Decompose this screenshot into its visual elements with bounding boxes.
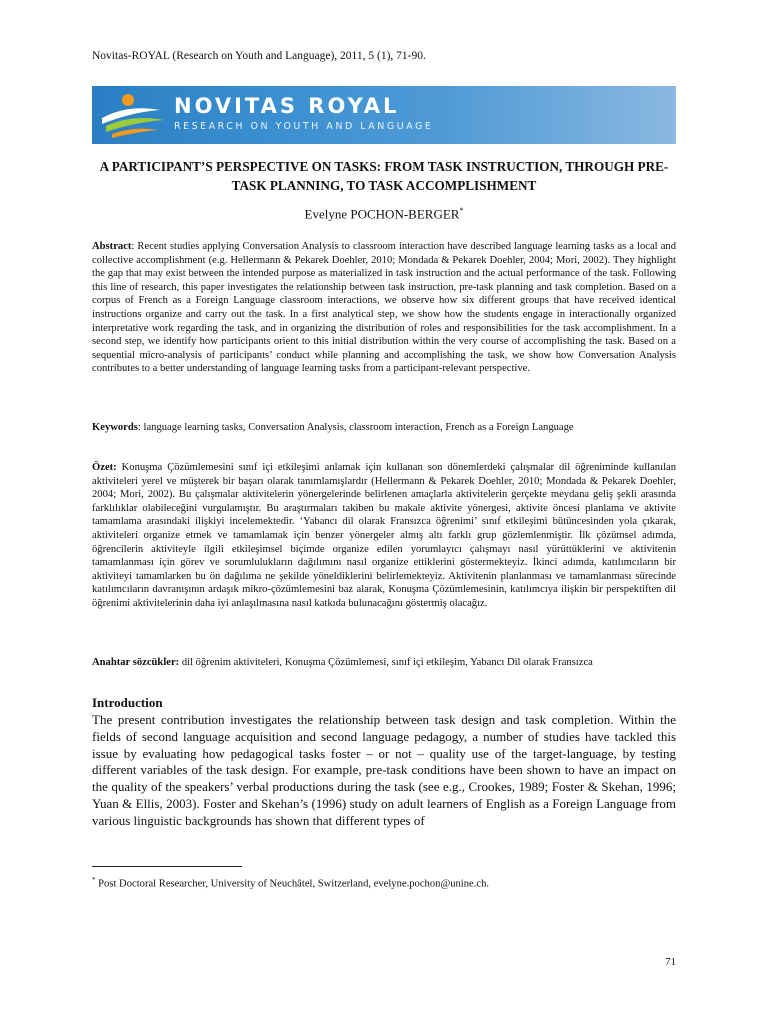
running-head: Novitas-ROYAL (Research on Youth and Language), 2011, 5 (1), 71-90. (92, 50, 426, 62)
journal-logo-icon (98, 90, 168, 140)
banner-title: NOVITAS ROYAL (174, 94, 400, 118)
footnote-marker: * (92, 876, 96, 884)
ozet-text: Konuşma Çözümlemesini sınıf içi etkileşimi anlamak için kullanan son dönemlerdeki çalışmalar dil öğreniminde kullanılan aktiviteleri yerel ve müşterek bir başarı olarak tanımlamışlardır (Hellermann & Pekarek Doehler, 2010; Mondada & Pekarek Doehler, 2004; Mori, 2002). Bu çalışmalar aktivitelerin yönergelerinde belirlenen amaçlarla aktivitelerin gerçekte meydana geliş şekli arasında farklılıklar olabileceğini vurgulamıştır. Bu araştırmaları takiben bu makale aktivite yönergesi, aktivite öncesi planlama ve aktivite tamamlama arasındaki ilişkiyi incelemektedir. ‘Yabancı dil olarak Fransızca öğrenimi’ sınıf etkileşimi bütüncesinden yola çıkarak, aktiviteleri organize etmek ve tamamlamak için benzer yönergeler almış altı farklı grup gözlemlenmiştir. İlk çözümsel adımda, öğrencilerin aktiviteyle ilgili etkileşimsel biçimde organize edilen yorumlayıcı çalışmayı nasıl yürüttüklerini ve aktivitenin tamamlanması için görev ve sorumlulukların dağılımını nasıl organize ettiklerini göstermekteyiz. İkinci adımda, katılımcıların bir aktiviteyi tamamlarken bu ön dağılıma ne şekilde yöneldiklerini belirlemekteyiz. Aktivitenin planlanması ve tamamlanması sürecinde katılımcıların davranışının ardaşık mikro-çözümlemesini baz alarak, Konuşma Çözümlemesinin, katılımcıya ilişkin bir perspektiften dil öğrenimi aktivitelerinin daha iyi anlaşılmasına nasıl katkıda bulunacağını göstermiş olacağız. (92, 462, 676, 609)
abstract (92, 240, 676, 376)
keywords-text: : language learning tasks, Conversation Analysis, classroom interaction, French as a Foreign Language (137, 422, 574, 433)
page-number: 71 (665, 956, 676, 968)
footnote (92, 876, 489, 890)
abstract-label: Abstract (92, 241, 132, 252)
introduction-heading: Introduction (92, 695, 163, 710)
anahtar-label: Anahtar sözcükler: (92, 657, 180, 668)
keywords (92, 421, 676, 435)
abstract-text: : Recent studies applying Conversation Analysis to classroom interaction have described language learning tasks as a local and collective accomplishment (e.g. Hellermann & Pekarek Doehler, 2010; Mondada & Pekarek Doehler, 2004; Mori, 2002). They highlight the gap that may exist between the intended purpose as materialized in task instruction and the actual performance of the task. Following this line of research, this paper investigates the relationship between task instruction, pre-task planning and task completion. Based on a corpus of French as a Foreign Language classroom interactions, we observe how six different groups that have received identical instructions organize and carry out the task. In a first analytical step, we show how the students engage in interactionally organized interpretative work regarding the task, and in organizing the distribution of roles and responsibilities for the task accomplishment. In a second step, we identify how participants orient to this initial distribution within the very course of accomplishing the task. Based on a sequential micro-analysis of participants’ conduct while planning and accomplishing the task, we show how Conversation Analysis contributes to a better understanding of language learning tasks from a participant-relevant perspective. (92, 241, 676, 375)
keywords-label: Keywords (92, 422, 138, 433)
footnote-text: Post Doctoral Researcher, University of Neuchâtel, Switzerland, evelyne.pochon@unine.ch. (95, 878, 490, 890)
anahtar-sozcukler (92, 656, 676, 670)
banner-subtitle: RESEARCH ON YOUTH AND LANGUAGE (174, 121, 434, 132)
author (92, 206, 676, 222)
author-name: Evelyne POCHON-BERGER (304, 206, 460, 222)
paper-title: A PARTICIPANT’S PERSPECTIVE ON TASKS: FROM TASK INSTRUCTION, THROUGH PRE-TASK PLANNING, TO TASK ACCOMPLISHMENT (99, 159, 669, 193)
introduction-text: The present contribution investigates the relationship between task design and task completion. Within the fields of second language acquisition and second language pedagogy, a number of studies have tackled this issue by evaluating how pedagogical tasks foster – or not – quality use of the target-language, by testing different variables of the task design. For example, pre-task conditions have been shown to have an impact on the quality of the speakers’ verbal productions during the task (see e.g., Crookes, 1989; Foster & Skehan, 1996; Yuan & Ellis, 2003). Foster and Skehan’s (1996) study on adult learners of English as a Foreign Language from various linguistic backgrounds has shown that different types of (92, 712, 676, 828)
ozet (92, 461, 676, 611)
ozet-label: Özet: (92, 462, 117, 473)
footnote-divider (92, 866, 242, 867)
anahtar-text: dil öğrenim aktiviteleri, Konuşma Çözümlemesi, sınıf içi etkileşim, Yabancı Dil olarak Fransızca (179, 657, 593, 668)
author-marker: * (459, 206, 464, 215)
journal-banner (92, 86, 676, 144)
